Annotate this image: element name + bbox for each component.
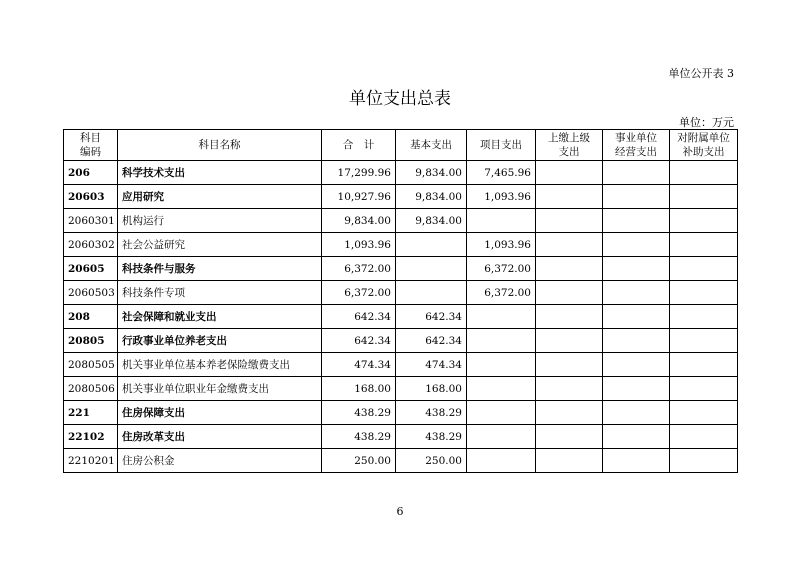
cell-basic: 250.00 <box>396 449 467 473</box>
cell-name: 科技条件与服务 <box>118 257 322 281</box>
cell-total: 438.29 <box>322 425 396 449</box>
cell-subsidy <box>670 161 738 185</box>
cell-code: 20603 <box>64 185 118 209</box>
cell-upper <box>536 425 603 449</box>
cell-total: 250.00 <box>322 449 396 473</box>
cell-subsidy <box>670 281 738 305</box>
cell-subsidy <box>670 425 738 449</box>
table-row <box>64 425 738 449</box>
cell-subsidy <box>670 353 738 377</box>
cell-upper <box>536 305 603 329</box>
cell-business <box>603 281 670 305</box>
cell-business <box>603 329 670 353</box>
cell-name: 应用研究 <box>118 185 322 209</box>
cell-subsidy <box>670 329 738 353</box>
cell-basic: 9,834.00 <box>396 185 467 209</box>
cell-name: 住房保障支出 <box>118 401 322 425</box>
cell-business <box>603 401 670 425</box>
table-row <box>64 377 738 401</box>
unit-label: 单位：万元 <box>679 116 734 129</box>
cell-project: 1,093.96 <box>467 185 536 209</box>
cell-total: 642.34 <box>322 329 396 353</box>
cell-name: 科技条件专项 <box>118 281 322 305</box>
cell-code: 206 <box>64 161 118 185</box>
table-row <box>64 233 738 257</box>
cell-business <box>603 257 670 281</box>
expenditure-table <box>63 129 738 473</box>
cell-basic: 9,834.00 <box>396 161 467 185</box>
header-row <box>64 130 738 161</box>
cell-upper <box>536 209 603 233</box>
table-row <box>64 209 738 233</box>
cell-basic <box>396 233 467 257</box>
cell-name: 机关事业单位职业年金缴费支出 <box>118 377 322 401</box>
cell-upper <box>536 281 603 305</box>
cell-total: 438.29 <box>322 401 396 425</box>
cell-upper <box>536 401 603 425</box>
cell-basic: 474.34 <box>396 353 467 377</box>
cell-code: 22102 <box>64 425 118 449</box>
header-upper: 上缴上级 支出 <box>536 130 603 161</box>
table-row <box>64 329 738 353</box>
cell-project <box>467 329 536 353</box>
table-row <box>64 257 738 281</box>
cell-upper <box>536 329 603 353</box>
cell-subsidy <box>670 305 738 329</box>
cell-name: 行政事业单位养老支出 <box>118 329 322 353</box>
cell-basic: 168.00 <box>396 377 467 401</box>
cell-project <box>467 209 536 233</box>
cell-upper <box>536 161 603 185</box>
cell-name: 住房公积金 <box>118 449 322 473</box>
cell-subsidy <box>670 401 738 425</box>
cell-name: 机构运行 <box>118 209 322 233</box>
cell-project <box>467 425 536 449</box>
cell-code: 2060301 <box>64 209 118 233</box>
header-basic: 基本支出 <box>396 130 467 161</box>
header-project: 项目支出 <box>467 130 536 161</box>
cell-basic: 9,834.00 <box>396 209 467 233</box>
header-business: 事业单位 经营支出 <box>603 130 670 161</box>
cell-project: 6,372.00 <box>467 257 536 281</box>
cell-code: 2080505 <box>64 353 118 377</box>
cell-project <box>467 401 536 425</box>
cell-project <box>467 449 536 473</box>
cell-business <box>603 449 670 473</box>
table-row <box>64 185 738 209</box>
cell-code: 208 <box>64 305 118 329</box>
form-number: 单位公开表 3 <box>668 67 734 80</box>
cell-upper <box>536 257 603 281</box>
page-title: 单位支出总表 <box>349 89 451 109</box>
header-name: 科目名称 <box>118 130 322 161</box>
cell-basic: 642.34 <box>396 305 467 329</box>
cell-upper <box>536 377 603 401</box>
cell-name: 社会保障和就业支出 <box>118 305 322 329</box>
cell-code: 20605 <box>64 257 118 281</box>
cell-name: 机关事业单位基本养老保险缴费支出 <box>118 353 322 377</box>
cell-project <box>467 353 536 377</box>
cell-code: 2060302 <box>64 233 118 257</box>
cell-business <box>603 185 670 209</box>
cell-code: 2060503 <box>64 281 118 305</box>
cell-total: 474.34 <box>322 353 396 377</box>
header-code: 科目 编码 <box>64 130 118 161</box>
header-total: 合 计 <box>322 130 396 161</box>
cell-total: 642.34 <box>322 305 396 329</box>
cell-code: 2080506 <box>64 377 118 401</box>
cell-upper <box>536 353 603 377</box>
cell-business <box>603 353 670 377</box>
cell-total: 6,372.00 <box>322 281 396 305</box>
cell-code: 20805 <box>64 329 118 353</box>
page-number: 6 <box>396 505 404 518</box>
cell-name: 社会公益研究 <box>118 233 322 257</box>
cell-total: 1,093.96 <box>322 233 396 257</box>
cell-total: 6,372.00 <box>322 257 396 281</box>
cell-subsidy <box>670 377 738 401</box>
cell-total: 168.00 <box>322 377 396 401</box>
cell-name: 住房改革支出 <box>118 425 322 449</box>
cell-upper <box>536 185 603 209</box>
cell-basic <box>396 257 467 281</box>
cell-total: 10,927.96 <box>322 185 396 209</box>
table-row <box>64 449 738 473</box>
header-subsidy: 对附属单位 补助支出 <box>670 130 738 161</box>
cell-total: 9,834.00 <box>322 209 396 233</box>
cell-subsidy <box>670 257 738 281</box>
cell-business <box>603 209 670 233</box>
cell-basic: 438.29 <box>396 401 467 425</box>
cell-subsidy <box>670 449 738 473</box>
cell-project: 7,465.96 <box>467 161 536 185</box>
cell-total: 17,299.96 <box>322 161 396 185</box>
cell-project: 6,372.00 <box>467 281 536 305</box>
cell-upper <box>536 233 603 257</box>
table-row <box>64 401 738 425</box>
cell-basic: 438.29 <box>396 425 467 449</box>
cell-upper <box>536 449 603 473</box>
cell-business <box>603 161 670 185</box>
cell-business <box>603 377 670 401</box>
cell-project: 1,093.96 <box>467 233 536 257</box>
cell-business <box>603 233 670 257</box>
cell-subsidy <box>670 233 738 257</box>
cell-business <box>603 305 670 329</box>
cell-business <box>603 425 670 449</box>
cell-subsidy <box>670 185 738 209</box>
cell-code: 221 <box>64 401 118 425</box>
table-row <box>64 281 738 305</box>
cell-project <box>467 305 536 329</box>
cell-project <box>467 377 536 401</box>
cell-basic <box>396 281 467 305</box>
cell-basic: 642.34 <box>396 329 467 353</box>
cell-name: 科学技术支出 <box>118 161 322 185</box>
cell-code: 2210201 <box>64 449 118 473</box>
cell-subsidy <box>670 209 738 233</box>
table-row <box>64 161 738 185</box>
table-row <box>64 305 738 329</box>
table-row <box>64 353 738 377</box>
